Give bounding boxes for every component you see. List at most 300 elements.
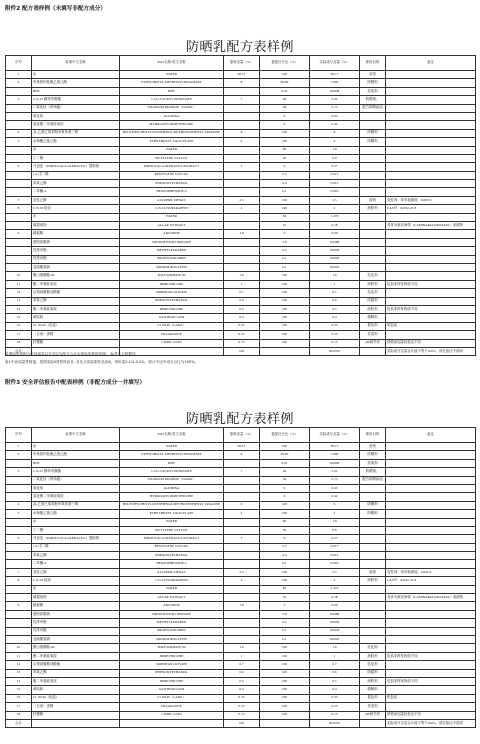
table-cell: 水	[32, 213, 120, 221]
table-cell	[224, 560, 260, 568]
table-cell: 0.42	[310, 121, 360, 129]
table-cell: 11	[6, 280, 32, 288]
table-row	[6, 146, 476, 154]
table-cell: 100	[260, 510, 310, 518]
table-cell	[386, 104, 476, 112]
table-row	[6, 543, 476, 551]
table-cell	[386, 230, 476, 238]
table-cell	[360, 535, 386, 543]
table-cell: 7	[6, 568, 32, 576]
table-cell: 15	[6, 686, 32, 694]
table-cell: 6	[310, 501, 360, 509]
table-cell	[6, 635, 32, 643]
table-row	[6, 121, 476, 129]
table-cell: CAS号：64742-47-8	[386, 577, 476, 585]
table-cell: 亚硫酸氢钠	[32, 263, 120, 271]
table-cell: 双-乙基己氧苯酚甲氧苯基三嗪	[32, 129, 120, 137]
table-cell: 3	[224, 535, 260, 543]
table-cell: 具体为掌状海带（LAMINARIA DIGITATA）来源物	[386, 594, 476, 602]
table-cell	[260, 719, 310, 727]
table-cell: FRAGRANCE	[120, 703, 224, 711]
table-cell: 防晒剂	[360, 138, 386, 146]
table-cell: 0.25	[310, 331, 360, 339]
table-cell: 6	[6, 535, 32, 543]
table-cell	[224, 104, 260, 112]
table-cell: 2.5	[310, 196, 360, 204]
table-cell: 1	[6, 71, 32, 79]
table-cell	[6, 188, 32, 196]
table-row	[6, 652, 476, 660]
table-cell: 2	[224, 205, 260, 213]
table-cell: 实际成分含量合计值不等于100%，请在备注中说明	[386, 347, 476, 355]
table-cell	[6, 484, 32, 492]
table-cell: 铝色淀	[386, 694, 476, 702]
table-cell: 氧化铝	[32, 112, 120, 120]
table-cell: WATER	[120, 443, 224, 451]
table-cell	[386, 493, 476, 501]
table-row	[6, 263, 476, 271]
table-row	[6, 213, 476, 221]
table-cell: 苯氧乙醇	[32, 669, 120, 677]
table-cell: 变性剂：苯甲地那铵，0.001%	[386, 568, 476, 576]
table-cell	[360, 627, 386, 635]
table-row	[6, 677, 476, 685]
table-row	[6, 79, 476, 87]
table-cell: 0.25	[310, 703, 360, 711]
table-cell	[224, 552, 260, 560]
table-row	[6, 686, 476, 694]
table-cell	[360, 526, 386, 534]
table-cell	[360, 594, 386, 602]
table-cell: 透明质酸钠	[32, 238, 120, 246]
table-cell	[386, 619, 476, 627]
table-cell	[224, 171, 260, 179]
table-cell: 0.1	[260, 560, 310, 568]
table-cell	[6, 180, 32, 188]
table-cell	[360, 518, 386, 526]
table-cell: 1	[224, 652, 260, 660]
table-cell: 100	[260, 322, 310, 330]
table-cell	[386, 289, 476, 297]
table-row	[6, 188, 476, 196]
table-cell: 防晒剂；	[360, 468, 386, 476]
table-cell: 4	[6, 501, 32, 509]
table-cell	[386, 703, 476, 711]
table-cell: 1.6	[224, 272, 260, 280]
table-cell	[386, 138, 476, 146]
table-cell: 0.6	[224, 669, 260, 677]
table-cell: C12-15 醇苯甲酸酯	[32, 468, 120, 476]
table-cell: 4	[6, 129, 32, 137]
table-cell: 着色剂	[360, 322, 386, 330]
header-cell: 使用目的	[360, 56, 386, 71]
header-cell: 原料含量（%）	[224, 428, 260, 443]
table-row	[6, 205, 476, 213]
table-cell: C12-15 ALKYL BENZOATE	[120, 468, 224, 476]
table-cell: 7.999	[310, 451, 360, 459]
table-cell: 60	[260, 146, 310, 154]
table-cell: 防腐剂	[360, 297, 386, 305]
table-row	[6, 331, 476, 339]
table-cell: 0.27	[310, 535, 360, 543]
table-cell: PENTYLENE GLYCOL	[120, 543, 224, 551]
table-cell: 6	[260, 493, 310, 501]
table-cell: 0.7	[310, 661, 360, 669]
table-cell	[6, 213, 32, 221]
table-cell	[386, 263, 476, 271]
table-cell: 100	[260, 129, 310, 137]
table-cell: 11	[6, 652, 32, 660]
table-cell: 乳化剂	[360, 289, 386, 297]
table-cell: 马齿苋（PORTULACA OLERACEA）提取物	[32, 535, 120, 543]
table-cell	[6, 459, 32, 467]
table-cell: 0.0018	[310, 635, 360, 643]
table-cell: 6	[224, 129, 260, 137]
table-row	[6, 568, 476, 576]
table-cell	[6, 87, 32, 95]
table-cell	[120, 719, 224, 727]
table-cell: ARGININE	[120, 230, 224, 238]
table-cell	[6, 222, 32, 230]
table-cell: 0.015	[310, 543, 360, 551]
table-cell: 100	[260, 652, 310, 660]
table-cell	[224, 222, 260, 230]
table-cell: 0.1	[260, 627, 310, 635]
table-cell: 1	[6, 443, 32, 451]
table-cell: 0.0018	[310, 627, 360, 635]
table-cell	[386, 314, 476, 322]
table-cell	[224, 188, 260, 196]
header-cell: 序号	[6, 428, 32, 443]
table-cell	[386, 171, 476, 179]
table-cell	[386, 154, 476, 162]
table-cell: PHENOXYETHANOL	[120, 297, 224, 305]
table-cell	[6, 154, 32, 162]
table-cell: 7	[6, 196, 32, 204]
table-row	[6, 322, 476, 330]
table-cell: 3.22	[310, 468, 360, 476]
table-cell: 100	[260, 272, 310, 280]
table-cell: 聚二甲基硅氧烷	[32, 652, 120, 660]
table-cell: ETHYLHEXYL METHOXYCINNAMATE	[120, 451, 224, 459]
table-cell: 羟苯甲酯	[32, 619, 120, 627]
table-cell: 100	[260, 331, 310, 339]
table-cell: 溶剂	[360, 443, 386, 451]
table-cell: 0.2	[260, 247, 310, 255]
table-row	[6, 129, 476, 137]
table-row	[6, 560, 476, 568]
table-cell: 46	[260, 468, 310, 476]
table-cell	[386, 272, 476, 280]
table-cell: 二氧化钛（纳米级）	[32, 104, 120, 112]
table-cell: BHT	[120, 459, 224, 467]
table-cell: 1.8	[224, 602, 260, 610]
table-cell	[224, 112, 260, 120]
table-cell: WATER	[120, 213, 224, 221]
table-cell: 30	[260, 154, 310, 162]
table-cell: 9	[260, 163, 310, 171]
table-row	[6, 552, 476, 560]
table-cell: 0.2	[260, 619, 310, 627]
table-cell: 0.6	[224, 297, 260, 305]
table-cell: 100	[260, 443, 310, 451]
table-cell: 0.35	[224, 694, 260, 702]
header-cell: 备注	[386, 428, 476, 443]
table-cell: 实际成分含量合计值不等于100%，请在备注中说明	[386, 719, 476, 727]
table-row	[6, 138, 476, 146]
table-cell: BUTYLENE GLYCOL	[120, 154, 224, 162]
table-cell: 6	[224, 501, 260, 509]
table-cell: 水	[32, 585, 120, 593]
table-cell: 丁二醇	[32, 526, 120, 534]
table-cell	[386, 644, 476, 652]
table-cell: 0.0036	[310, 247, 360, 255]
table-row	[6, 661, 476, 669]
table-cell: 9	[6, 230, 32, 238]
table-cell	[386, 526, 476, 534]
table-cell	[6, 610, 32, 618]
table-cell: 8	[6, 577, 32, 585]
table-cell: 0.0008	[310, 459, 360, 467]
table-cell: 100	[260, 289, 310, 297]
table-cell: 包括非挥发物质不同	[386, 280, 476, 288]
table-cell	[386, 238, 476, 246]
table-cell: 0.5	[260, 171, 310, 179]
table-cell: 4	[310, 510, 360, 518]
table-cell: 润肤剂	[360, 205, 386, 213]
table-row	[6, 711, 476, 719]
table-cell: BENZOPHENONE-4	[120, 188, 224, 196]
table-row	[6, 635, 476, 643]
table-cell: 13	[6, 297, 32, 305]
table-row	[6, 87, 476, 95]
table-cell: 亚硫酸氢钠	[32, 635, 120, 643]
table-cell: 藻提取物	[32, 222, 120, 230]
table-cell: 2	[6, 451, 32, 459]
table-cell: ALGAE EXTRACT	[120, 222, 224, 230]
table-cell: pH调节剂	[360, 711, 386, 719]
table-cell	[360, 230, 386, 238]
table-cell: 3	[224, 163, 260, 171]
table-cell: 60.15	[224, 443, 260, 451]
table-row	[6, 703, 476, 711]
table-cell	[6, 238, 32, 246]
table-cell: 100	[260, 694, 310, 702]
table-cell: 100	[260, 305, 310, 313]
table-cell: 12	[6, 289, 32, 297]
table-cell: 氢化聚二甲基硅氧烷	[32, 493, 120, 501]
table-cell: 润肤剂	[360, 677, 386, 685]
table-cell: 1.6	[310, 644, 360, 652]
table-cell: 0.5	[224, 677, 260, 685]
table-cell: 0.7	[224, 289, 260, 297]
table-cell: 60.15	[310, 71, 360, 79]
table-cell	[6, 263, 32, 271]
table-cell: 0.003	[310, 188, 360, 196]
table-cell: 18	[6, 339, 32, 347]
table-cell	[386, 180, 476, 188]
table-cell	[386, 552, 476, 560]
table-cell: 乳化剂	[360, 644, 386, 652]
table-cell: pH调节剂	[360, 339, 386, 347]
table-cell: 0.5	[224, 305, 260, 313]
table-cell: 0.35	[224, 322, 260, 330]
table-cell	[386, 297, 476, 305]
table-cell: C15-19 烷烃	[32, 205, 120, 213]
table-cell: 100	[260, 280, 310, 288]
table-cell: ALUMINA	[120, 112, 224, 120]
table-cell: 合计	[6, 719, 32, 727]
table-cell: 柠檬酸	[32, 339, 120, 347]
table-cell: 0.7	[224, 661, 260, 669]
table-cell: 14	[6, 305, 32, 313]
table-cell: 0.18	[310, 594, 360, 602]
table-cell: 防晒剂；	[360, 96, 386, 104]
table-cell: CI 19140（LAKE）	[120, 694, 224, 702]
table-cell	[386, 585, 476, 593]
table-cell: 山梨坦橄榄油酸酯	[32, 289, 120, 297]
table-cell	[386, 163, 476, 171]
table-cell: 0.35	[310, 694, 360, 702]
table-cell	[360, 146, 386, 154]
header-cell: INCI名称/英文名称	[120, 428, 224, 443]
table-cell: BIS-ETHYLHEXYLOXYPHENOL METHOXYPHENYL TRIAZINE	[120, 501, 224, 509]
table-cell: 苯氧乙醇	[32, 297, 120, 305]
table-row	[6, 272, 476, 280]
table-cell: 39	[260, 104, 310, 112]
table-cell: 0.15	[224, 711, 260, 719]
table-cell: 0.7	[310, 289, 360, 297]
table-cell: 4	[224, 510, 260, 518]
section1-note-1: 所谓添加剂配合可视择香以方可以为配方合计实现添加系统质理。 参考多分数据列。	[5, 352, 140, 356]
table-row	[6, 339, 476, 347]
table-cell: C15-19 ISOPARAFFIN	[120, 577, 224, 585]
table-cell: 苯氧乙醇	[32, 552, 120, 560]
table-cell: 0.5	[260, 543, 310, 551]
table-cell: （日用）香精	[32, 331, 120, 339]
table-cell	[224, 518, 260, 526]
table-cell	[386, 560, 476, 568]
table-cell	[6, 543, 32, 551]
table-cell	[386, 661, 476, 669]
table-row	[6, 484, 476, 492]
header-cell: INCI名称/英文名称	[120, 56, 224, 71]
table-cell	[224, 476, 260, 484]
table-cell: 变性乙醇	[32, 196, 120, 204]
table-cell	[360, 619, 386, 627]
table-cell: SORBITAN OLIVATE	[120, 661, 224, 669]
table-cell	[6, 255, 32, 263]
table-cell	[386, 112, 476, 120]
table-cell	[224, 255, 260, 263]
table-cell	[224, 180, 260, 188]
table-row	[6, 96, 476, 104]
table-cell: PROPYLPARABEN	[120, 627, 224, 635]
table-row	[6, 644, 476, 652]
table-cell: 8	[224, 79, 260, 87]
table-cell: 16	[6, 322, 32, 330]
table-cell: 1	[224, 280, 260, 288]
table-cell: PENTYLENE GLYCOL	[120, 171, 224, 179]
table-cell: 防晒剂	[360, 451, 386, 459]
table-cell: C12-15 醇苯甲酸酯	[32, 96, 120, 104]
table-cell: 透明质酸钠	[32, 610, 120, 618]
table-cell: DIMETHICONE	[120, 305, 224, 313]
table-cell: ETHYLHEXYL METHOXYCINNAMATE	[120, 79, 224, 87]
table-cell: 7.999	[310, 79, 360, 87]
table-row	[6, 451, 476, 459]
table-cell: 包括非挥发物质不同	[386, 677, 476, 685]
table-cell: 铝色淀	[386, 322, 476, 330]
table-cell: 82	[260, 213, 310, 221]
table-cell: 100	[260, 703, 310, 711]
table-cell: 100	[260, 677, 310, 685]
table-cell	[360, 171, 386, 179]
table-cell: 60.15	[224, 71, 260, 79]
table-cell: 氧化铝	[32, 484, 120, 492]
table-cell: 100	[260, 669, 310, 677]
table-cell: 水	[32, 71, 120, 79]
table-cell: 合计	[6, 347, 32, 355]
table-cell: POLYSORBATE 80	[120, 644, 224, 652]
table-cell: 0.09	[310, 230, 360, 238]
table-row	[6, 493, 476, 501]
table-cell: 2.6	[260, 238, 310, 246]
table-cell	[6, 518, 32, 526]
table-cell	[224, 585, 260, 593]
table-cell: 配方防晒添加	[360, 476, 386, 484]
table-cell	[6, 104, 32, 112]
table-row	[6, 163, 476, 171]
table-cell: 3	[6, 96, 32, 104]
table-cell: PHENOXYETHANOL	[120, 552, 224, 560]
table-cell: 藻提取物	[32, 594, 120, 602]
table-cell: 抗氧剂	[360, 87, 386, 95]
table-cell: WATER	[120, 146, 224, 154]
table-cell: 99.9702	[310, 347, 360, 355]
table-cell: 润肤剂	[360, 652, 386, 660]
table-cell: 60.15	[310, 443, 360, 451]
table-cell: 100	[260, 138, 310, 146]
table-cell: 10	[6, 644, 32, 652]
table-cell: CI 19140（LAKE）	[120, 322, 224, 330]
header-cell: 复配百分比（%）	[260, 428, 310, 443]
table-cell	[6, 627, 32, 635]
table-cell	[6, 594, 32, 602]
table-cell	[224, 121, 260, 129]
table-cell: 0.0018	[310, 263, 360, 271]
table-cell	[6, 560, 32, 568]
table-cell: 二氧化钛（纳米级）	[32, 476, 120, 484]
table-cell	[386, 247, 476, 255]
section2-label: 附件3 安全评估报告中配表样例（非配方成分一并填写）	[5, 380, 146, 386]
table-cell: 润肤剂	[360, 305, 386, 313]
table-cell: 18	[6, 711, 32, 719]
table-cell: HYDROGEN DIMETHICONE	[120, 493, 224, 501]
table-cell: 具体为掌状海带（LAMINARIA DIGITATA）来源物	[386, 222, 476, 230]
table-cell: 防晒剂	[360, 510, 386, 518]
table-cell: ETHYLHEXYL SALICYLATE	[120, 138, 224, 146]
table-cell: 增稠剂	[360, 314, 386, 322]
table-cell	[360, 163, 386, 171]
table-cell: 0.0468	[310, 238, 360, 246]
table-cell: 10	[260, 222, 310, 230]
table-cell: 100	[260, 205, 310, 213]
table-cell	[360, 222, 386, 230]
table-cell: FRAGRANCE	[120, 331, 224, 339]
table-row	[6, 577, 476, 585]
table-cell	[224, 87, 260, 95]
